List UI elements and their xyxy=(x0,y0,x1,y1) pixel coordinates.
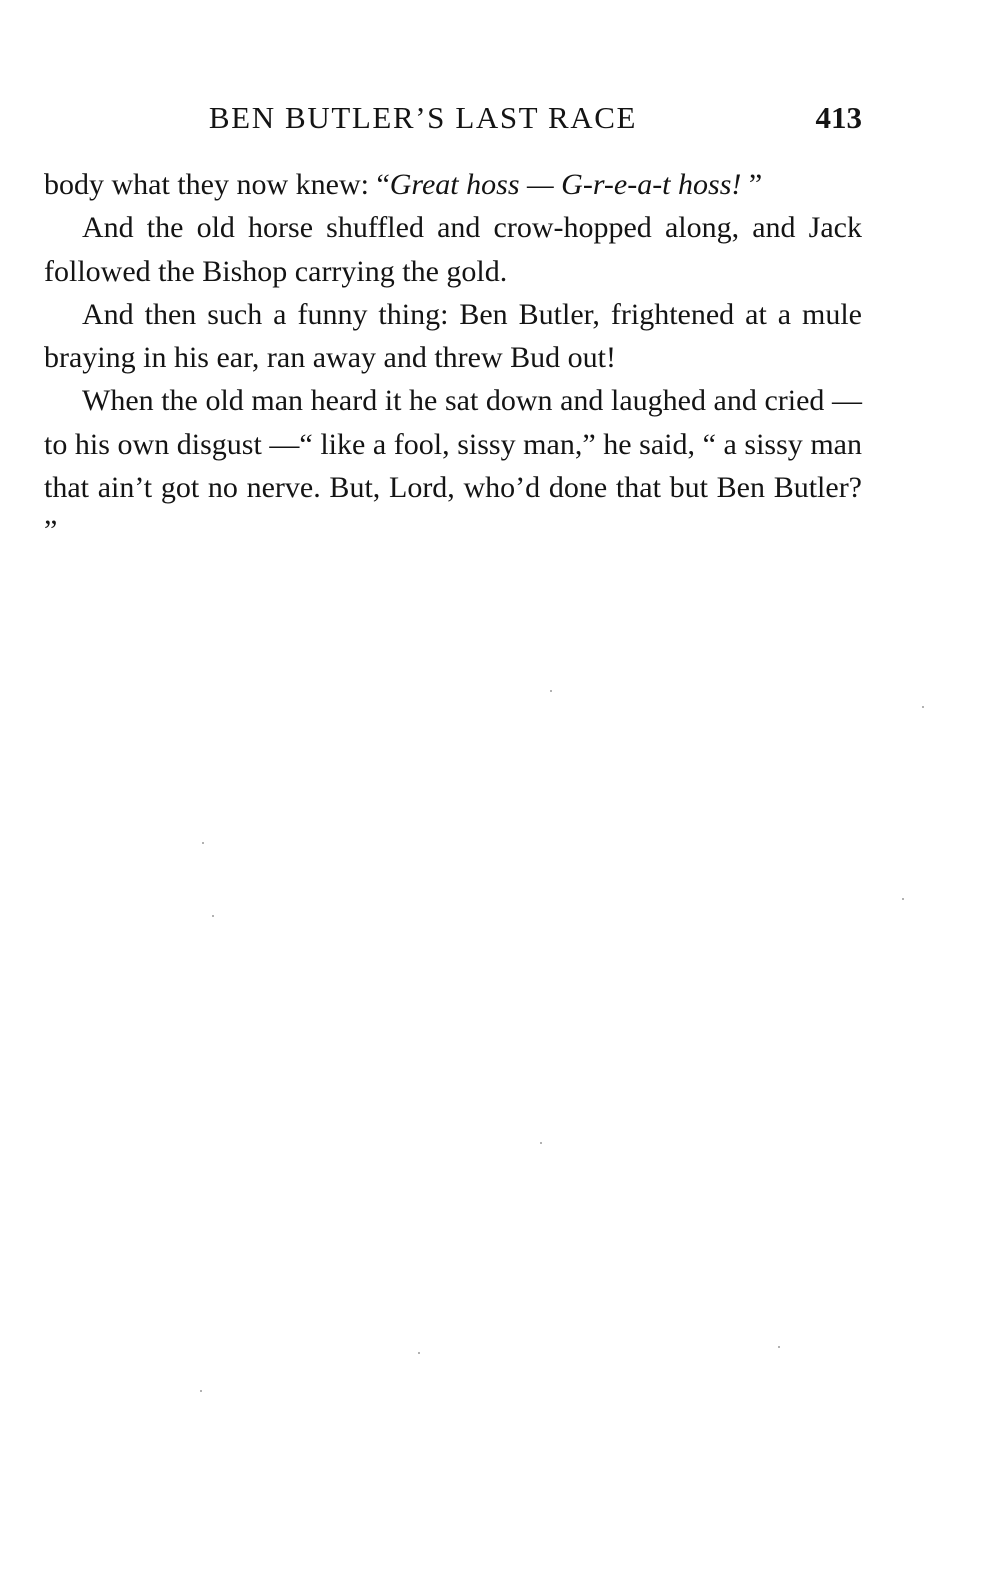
paragraph: And then such a funny thing: Ben Butler, frightened at a mule braying in his ear, ran away and threw Bud out! xyxy=(44,297,862,375)
running-head xyxy=(44,98,862,138)
paragraph-text: body what they now knew: “ xyxy=(44,168,390,201)
body-text xyxy=(44,163,862,553)
scan-speck xyxy=(778,1346,780,1348)
scan-speck xyxy=(540,1142,542,1144)
quoted-exclamation: Great hoss — G-r-e-a-t hoss! xyxy=(389,168,742,201)
paragraph: And the old horse shuffled and crow-hopped along, and Jack followed the Bishop carrying the gold. xyxy=(44,211,862,288)
scan-speck xyxy=(550,690,552,692)
scan-speck xyxy=(202,842,204,844)
closing-quote: ” xyxy=(741,168,763,201)
scan-speck xyxy=(922,706,924,708)
scan-speck xyxy=(200,1390,202,1392)
page-number: 413 xyxy=(815,100,862,135)
paragraph-continued xyxy=(44,163,862,206)
scan-speck xyxy=(212,915,214,917)
scan-speck xyxy=(902,898,904,900)
running-title: BEN BUTLER’S LAST RACE xyxy=(208,100,638,135)
paragraph: When the old man heard it he sat down and laughed and cried — to his own disgust —“ like a fool, sissy man,” he said, “ a sissy man that ain’t got no nerve. But, Lord, who’d done that but Ben Butler? ” xyxy=(44,384,862,548)
scan-speck xyxy=(418,1352,420,1354)
